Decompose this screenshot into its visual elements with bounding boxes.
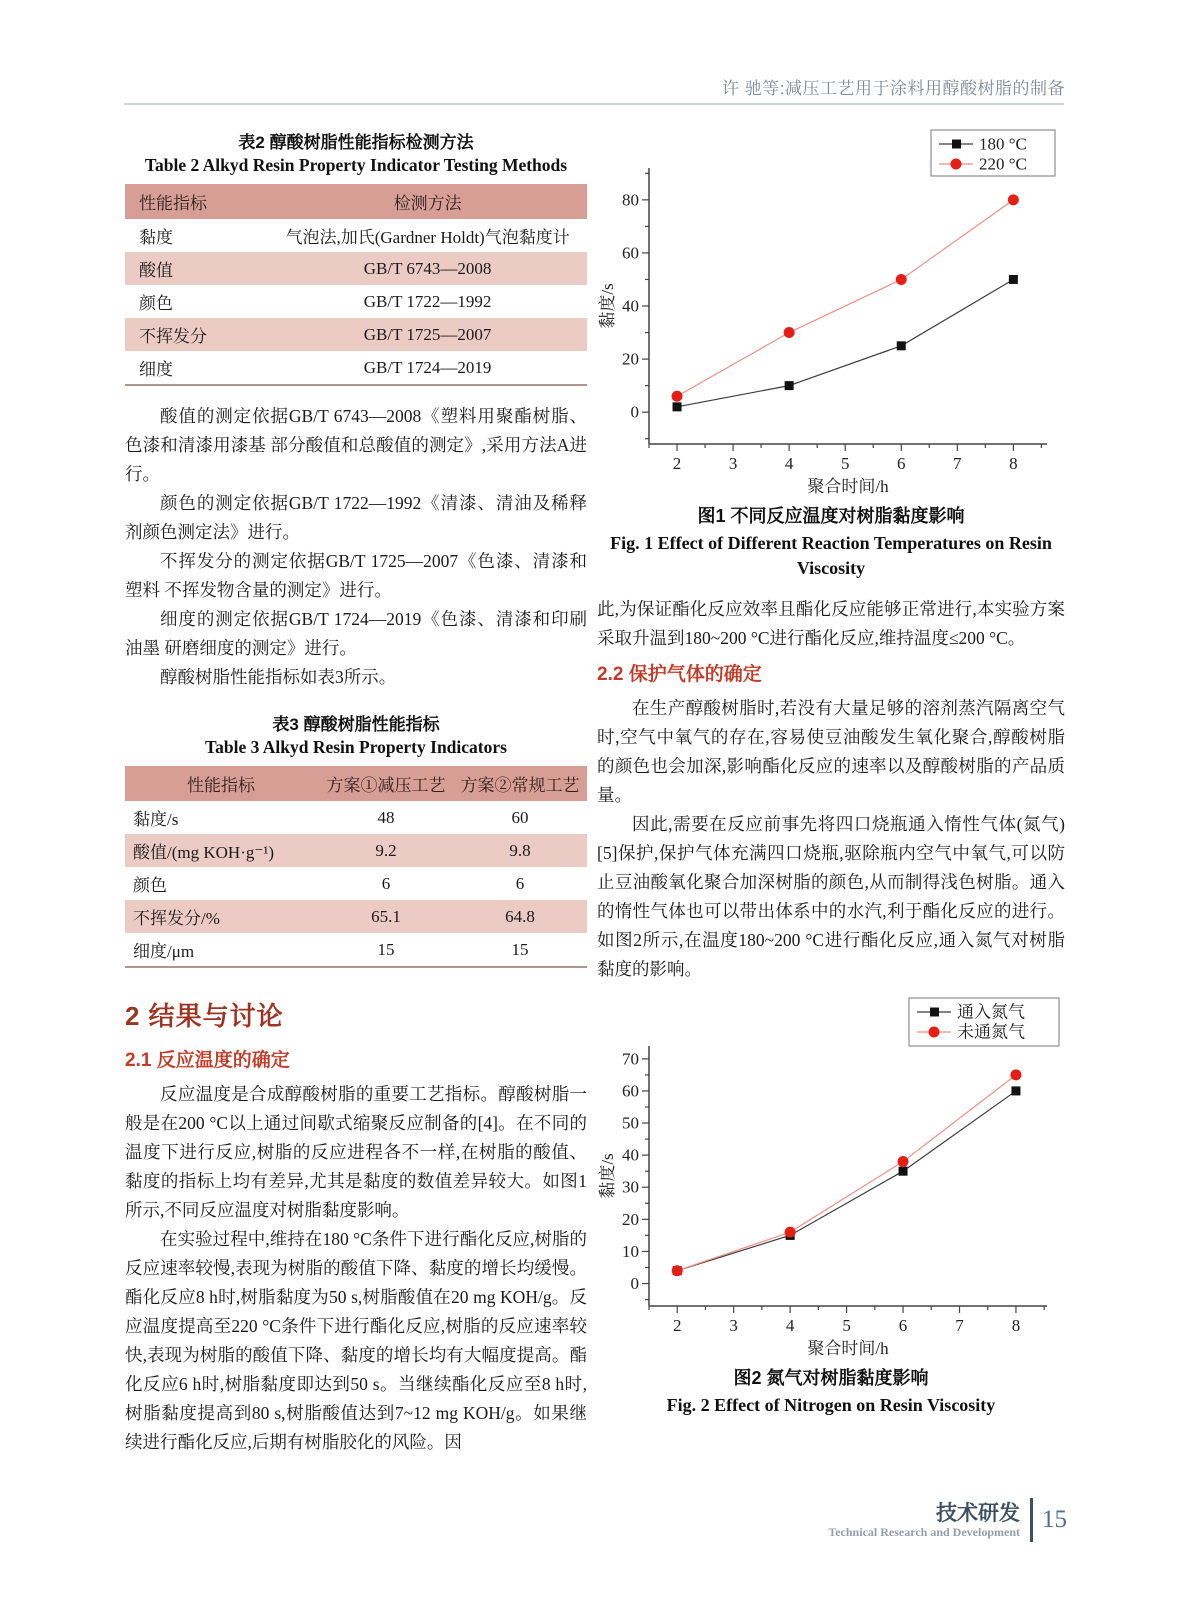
- table-row: [125, 766, 587, 801]
- subsection-heading-gas: 2.2 保护气体的确定: [597, 664, 762, 685]
- table-cell: 15: [377, 939, 395, 959]
- table-cell: 细度: [139, 360, 173, 379]
- svg-text:未通氮气: 未通氮气: [957, 1022, 1025, 1042]
- table-row: [125, 867, 587, 900]
- fig2-caption-en: Fig. 2 Effect of Nitrogen on Resin Viscosity: [666, 1395, 996, 1415]
- table-row: [125, 318, 587, 351]
- paragraph-temperature-1: 反应温度是合成醇酸树脂的重要工艺指标。醇酸树脂一般是在200 °C以上通过间歇式缩聚反应制备的[4]。在不同的温度下进行反应,树脂的反应进程各不一样,在树脂的酸值、黏度的指标上均有差异,尤其是黏度的数值差异较大。如图1所示,不同反应温度对树脂黏度影响。: [125, 1084, 587, 1220]
- paragraph-nonvolatile: 不挥发分的测定依据GB/T 1725—2007《色漆、清漆和塑料 不挥发物含量的测定》进行。: [125, 551, 587, 600]
- footer-section-cn: 技术研发: [936, 1501, 1020, 1525]
- svg-text:0: 0: [630, 1274, 639, 1294]
- svg-text:3: 3: [729, 1316, 738, 1335]
- svg-text:聚合时间/h: 聚合时间/h: [807, 1339, 889, 1358]
- header-divider: [124, 103, 1064, 105]
- svg-text:180 °C: 180 °C: [979, 134, 1027, 154]
- svg-text:聚合时间/h: 聚合时间/h: [807, 477, 889, 496]
- footer-labels: [828, 1502, 1020, 1539]
- svg-text:40: 40: [622, 296, 639, 316]
- running-head: 许 驰等:减压工艺用于涂料用醇酸树脂的制备: [722, 79, 1065, 98]
- table-header-cell: 检测方法: [393, 194, 462, 213]
- svg-text:60: 60: [622, 243, 639, 263]
- svg-text:70: 70: [622, 1049, 639, 1069]
- table-cell: 不挥发分/%: [133, 909, 220, 928]
- svg-text:60: 60: [622, 1081, 639, 1101]
- svg-text:3: 3: [728, 454, 738, 473]
- svg-text:7: 7: [955, 1316, 964, 1335]
- left-column: [125, 126, 587, 1457]
- fig2-caption-cn: 图2 氮气对树脂黏度影响: [733, 1368, 929, 1388]
- table3-title-cn: 表3 醇酸树脂性能指标: [272, 715, 440, 734]
- table-header-cell: 性能指标: [187, 776, 256, 795]
- table-row: [125, 285, 587, 318]
- svg-text:6: 6: [897, 454, 906, 473]
- table-row: [125, 801, 587, 834]
- paragraph-fineness: 细度的测定依据GB/T 1724—2019《色漆、清漆和印刷油墨 研磨细度的测定》进行。: [125, 609, 587, 658]
- table2-title-cn: 表2 醇酸树脂性能指标检测方法: [238, 133, 474, 152]
- table3-title-en: Table 3 Alkyd Resin Property Indicators: [205, 737, 507, 757]
- svg-text:220 °C: 220 °C: [979, 154, 1027, 174]
- table-row: [125, 219, 587, 252]
- table-header-cell: 性能指标: [139, 194, 207, 213]
- svg-text:20: 20: [622, 349, 639, 369]
- table-row: [125, 834, 587, 867]
- table-cell: 9.2: [375, 840, 397, 860]
- table-cell: 65.1: [371, 906, 401, 926]
- footer-section-en: Technical Research and Development: [828, 1524, 1020, 1539]
- footer-divider: [1030, 1498, 1033, 1542]
- paragraph-color: 颜色的测定依据GB/T 1722—1992《清漆、清油及稀释剂颜色测定法》进行。: [125, 493, 587, 542]
- svg-text:20: 20: [622, 1209, 639, 1229]
- fig1-caption-cn: 图1 不同反应温度对树脂黏度影响: [697, 506, 965, 526]
- table-row: [125, 184, 587, 219]
- table-cell: 细度/μm: [133, 942, 195, 961]
- table-cell: 气泡法,加氏(Gardner Holdt)气泡黏度计: [285, 228, 570, 247]
- table-cell: 颜色: [133, 876, 167, 895]
- table-cell: GB/T 6743—2008: [363, 258, 492, 278]
- table2-title-en: Table 2 Alkyd Resin Property Indicator Testing Methods: [144, 155, 568, 175]
- svg-text:通入氮气: 通入氮气: [957, 1002, 1025, 1022]
- svg-text:2: 2: [672, 454, 682, 473]
- table2: [125, 184, 587, 386]
- paragraph-acid-value: 酸值的测定依据GB/T 6743—2008《塑料用聚酯树脂、色漆和清漆用漆基 部分酸值和总酸值的测定》,采用方法A进行。: [125, 406, 587, 484]
- svg-text:黏度/s: 黏度/s: [598, 283, 617, 329]
- svg-text:40: 40: [622, 1145, 639, 1165]
- svg-text:6: 6: [898, 1316, 908, 1335]
- table-cell: 9.8: [509, 840, 531, 860]
- paragraph-gas-2: 因此,需要在反应前事先将四口烧瓶通入惰性气体(氮气)[5]保护,保护气体充满四口烧瓶,驱除瓶内空气中氧气,可以防止豆油酸氧化聚合加深树脂的颜色,从而制得浅色树脂。通入的惰性气体也可以带出体系中的水汽,利于酯化反应的进行。如图2所示,在温度180~200 °C进行酯化反应,通入氮气对树脂黏度的影响。: [597, 814, 1065, 979]
- table-header-cell: 方案①减压工艺: [326, 776, 446, 795]
- table-cell: GB/T 1724—2019: [363, 357, 492, 377]
- table-cell: 15: [511, 939, 529, 959]
- paragraph-after-fig1: 此,为保证酯化反应效率且酯化反应能够正常进行,本实验方案采取升温到180~200 °C进行酯化反应,维持温度≤200 °C。: [597, 599, 1065, 648]
- table-cell: 颜色: [139, 294, 173, 313]
- svg-text:黏度/s: 黏度/s: [598, 1153, 617, 1199]
- table-cell: 64.8: [505, 906, 535, 926]
- table-cell: 60: [511, 807, 529, 827]
- page-number: 15: [1042, 1506, 1067, 1533]
- table-row: [125, 933, 587, 966]
- svg-text:50: 50: [622, 1113, 639, 1133]
- table-cell: GB/T 1722—1992: [363, 291, 492, 311]
- svg-text:5: 5: [840, 454, 850, 473]
- table-row: [125, 900, 587, 933]
- paragraph-temperature-2: 在实验过程中,维持在180 °C条件下进行酯化反应,树脂的反应速率较慢,表现为树脂的酸值下降、黏度的增长均缓慢。酯化反应8 h时,树脂黏度为50 s,树脂酸值在20 mg KOH/g。反应温度提高至220 °C条件下进行酯化反应,树脂的反应速率较快,表现为树脂的酸值下降、黏度的增长均有大幅度提高。酯化反应6 h时,树脂黏度即达到50 s。当继续酯化反应至8 h时,树脂黏度提高到80 s,树脂酸值达到7~12 mg KOH/g。如果继续进行酯化反应,后期有树脂胶化的风险。因: [125, 1229, 587, 1452]
- svg-text:80: 80: [622, 190, 639, 210]
- table-cell: 黏度/s: [133, 810, 179, 829]
- table-cell: 黏度: [139, 228, 173, 247]
- table-cell: 6: [381, 873, 391, 893]
- svg-text:2: 2: [672, 1316, 682, 1335]
- fig2-chart: [597, 994, 1065, 1362]
- svg-text:10: 10: [622, 1241, 639, 1261]
- svg-text:8: 8: [1009, 454, 1018, 473]
- svg-text:4: 4: [785, 1316, 795, 1335]
- svg-text:4: 4: [784, 454, 794, 473]
- table-row: [125, 351, 587, 384]
- right-column: [597, 128, 1065, 1432]
- svg-text:30: 30: [622, 1177, 639, 1197]
- fig1-caption-en: Fig. 1 Effect of Different Reaction Temperatures on Resin Viscosity: [610, 533, 1052, 578]
- paragraph-table3-ref: 醇酸树脂性能指标如表3所示。: [160, 667, 397, 687]
- section-heading-results: 2 结果与讨论: [125, 1001, 284, 1031]
- svg-text:5: 5: [842, 1316, 851, 1335]
- footer: [828, 1498, 1067, 1542]
- table-cell: 酸值: [139, 261, 173, 280]
- table3: [125, 766, 587, 968]
- fig1-chart: [597, 128, 1065, 500]
- paragraph-gas-1: 在生产醇酸树脂时,若没有大量足够的溶剂蒸汽隔离空气时,空气中氧气的存在,容易使豆油酸发生氧化聚合,醇酸树脂的颜色也会加深,影响酯化反应的速率以及醇酸树脂的产品质量。: [597, 698, 1065, 805]
- table-header-cell: 方案②常规工艺: [460, 776, 580, 795]
- subsection-heading-temperature: 2.1 反应温度的确定: [125, 1050, 290, 1071]
- table-cell: 不挥发分: [139, 327, 207, 346]
- svg-text:7: 7: [953, 454, 962, 473]
- table-cell: GB/T 1725—2007: [363, 324, 492, 344]
- svg-text:8: 8: [1011, 1316, 1021, 1335]
- table-cell: 48: [377, 807, 395, 827]
- table-cell: 酸值/(mg KOH·g⁻¹): [133, 843, 275, 862]
- svg-text:0: 0: [630, 402, 639, 422]
- table-cell: 6: [515, 873, 525, 893]
- table-row: [125, 252, 587, 285]
